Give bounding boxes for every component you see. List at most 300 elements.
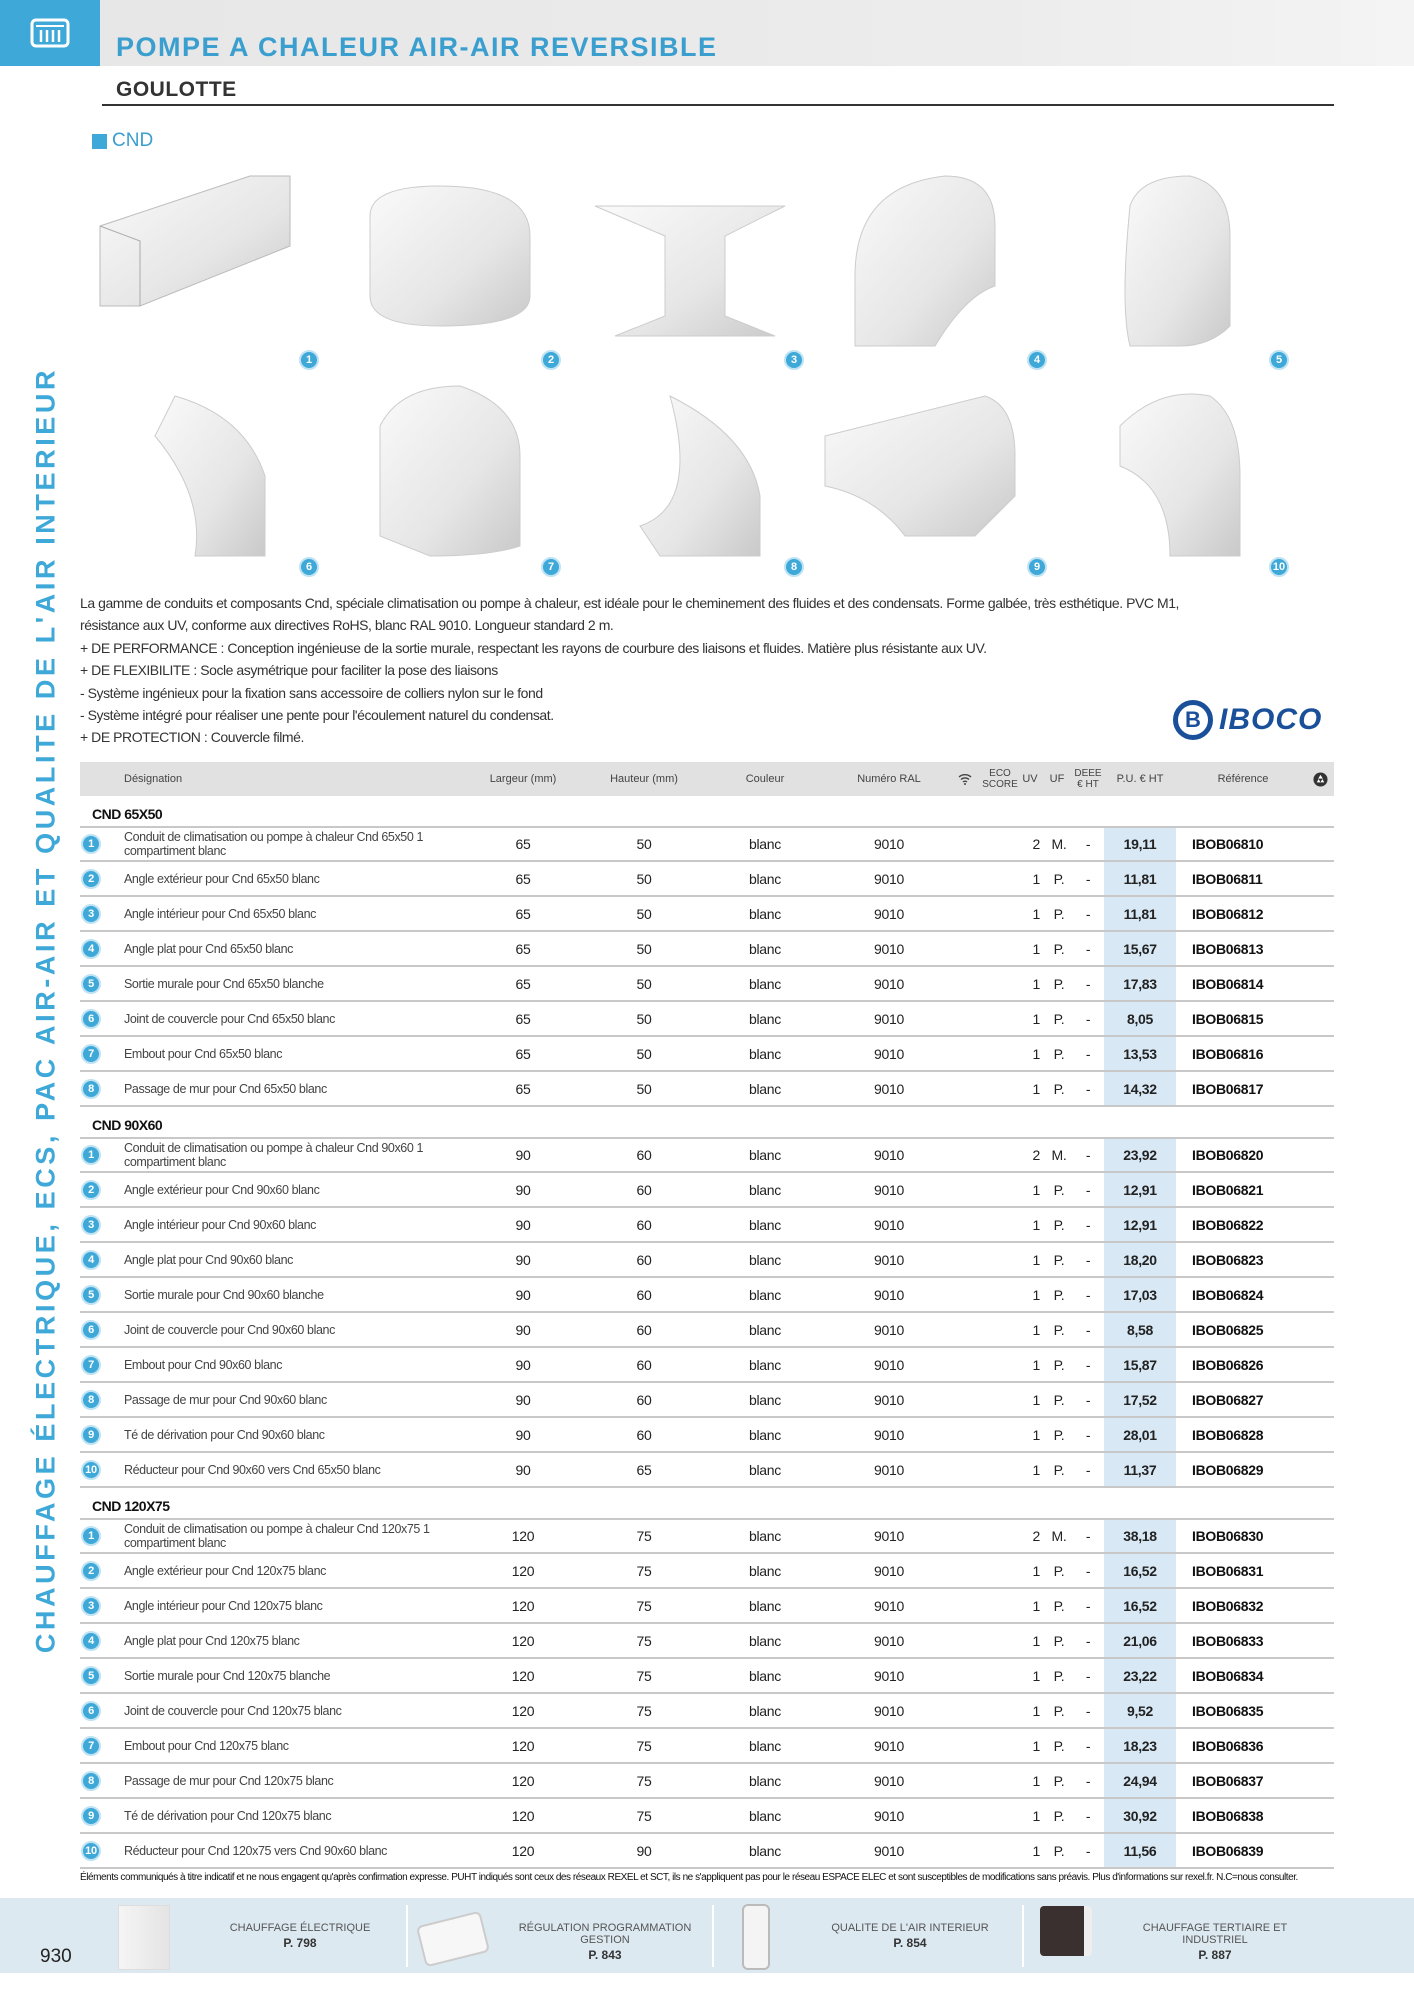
row-number-badge: 4: [81, 1250, 101, 1270]
cell-uv: 1: [1032, 1391, 1040, 1408]
cell-couleur: blanc: [749, 905, 781, 922]
cell-hauteur: 60: [636, 1426, 652, 1443]
row-number-cell: [80, 1418, 102, 1451]
row-number-cell: [80, 1834, 102, 1867]
cell-hauteur: 60: [636, 1181, 652, 1198]
cell-designation: Angle plat pour Cnd 120x75 blanc: [124, 1633, 300, 1648]
cell-reference: IBOB06812: [1192, 905, 1264, 922]
col-price: P.U. € HT: [1116, 773, 1164, 785]
row-number-badge: 8: [81, 1771, 101, 1791]
row-number-badge: 8: [81, 1079, 101, 1099]
cell-couleur: blanc: [749, 1772, 781, 1789]
cell-designation: Embout pour Cnd 90x60 blanc: [124, 1357, 283, 1372]
cell-uf: P.: [1053, 1286, 1065, 1303]
cell-deee: -: [1085, 870, 1091, 887]
description-line: + DE FLEXIBILITE : Socle asymétrique pour faciliter la pose des liaisons: [80, 662, 498, 679]
cell-largeur: 90: [515, 1251, 531, 1268]
cell-designation: Conduit de climatisation ou pompe à chaleur Cnd 90x60 1 compartiment blanc: [124, 1141, 424, 1169]
table-row: [80, 1037, 1334, 1072]
cell-couleur: blanc: [749, 1426, 781, 1443]
row-number-cell: [80, 1554, 102, 1587]
product-image: [340, 376, 570, 576]
cell-reference: IBOB06827: [1192, 1391, 1264, 1408]
cell-uv: 1: [1032, 1010, 1040, 1027]
row-number-badge: 2: [81, 1561, 101, 1581]
cell-reference: IBOB06837: [1192, 1772, 1264, 1789]
row-number-badge: 3: [81, 1596, 101, 1616]
cell-reference: IBOB06813: [1192, 940, 1264, 957]
cell-designation: Angle plat pour Cnd 90x60 blanc: [124, 1252, 293, 1267]
cell-price: 38,18: [1104, 1520, 1176, 1552]
footer-link-regulation[interactable]: RÉGULATION PROGRAMMATION GESTION P. 843: [518, 1922, 692, 1962]
cell-designation: Réducteur pour Cnd 120x75 vers Cnd 90x60 blanc: [124, 1843, 388, 1858]
cell-designation: Joint de couvercle pour Cnd 120x75 blanc: [124, 1703, 342, 1718]
cell-ral: 9010: [874, 1597, 904, 1614]
cell-largeur: 90: [515, 1321, 531, 1338]
cell-uv: 1: [1032, 1702, 1040, 1719]
disclaimer: Éléments communiqués à titre indicatif et ne nous engagent qu'après confirmation expresse. PUHT indiqués sont ceux des réseaux REXEL et SCT, ils ne s'appliquent pas pour le réseau ESPACE ELEC et sont susceptibles de modifications sans préavis. Plus d'informations sur rexel.fr. N.C=nous consulter.: [80, 1872, 1298, 1883]
cell-designation: Conduit de climatisation ou pompe à chaleur Cnd 120x75 1 compartiment blanc: [124, 1522, 430, 1550]
product-number-badge: 2: [541, 350, 561, 370]
col-largeur: Largeur (mm): [489, 773, 557, 785]
cell-couleur: blanc: [749, 1181, 781, 1198]
cell-uf: P.: [1053, 1667, 1065, 1684]
cell-hauteur: 75: [636, 1528, 652, 1544]
cell-uv: 1: [1032, 870, 1040, 887]
cell-designation: Angle intérieur pour Cnd 65x50 blanc: [124, 906, 316, 921]
cell-price: 11,81: [1104, 897, 1176, 930]
table-row: [80, 1348, 1334, 1383]
table-row: [80, 826, 1334, 862]
group-title: CND 90X60: [92, 1117, 163, 1133]
cell-uf: P.: [1053, 1842, 1065, 1859]
cell-price: 16,52: [1104, 1554, 1176, 1587]
cell-uf: P.: [1053, 1461, 1065, 1478]
cell-reference: IBOB06834: [1192, 1667, 1264, 1684]
cell-designation: Angle extérieur pour Cnd 90x60 blanc: [124, 1182, 320, 1197]
cell-reference: IBOB06825: [1192, 1321, 1264, 1338]
table-row: [80, 862, 1334, 897]
col-hauteur: Hauteur (mm): [610, 773, 678, 785]
cell-largeur: 120: [511, 1632, 535, 1649]
row-number-badge: 8: [81, 1390, 101, 1410]
table-row: [80, 1659, 1334, 1694]
cell-largeur: 65: [515, 905, 531, 922]
product-image: [1060, 376, 1290, 576]
row-number-cell: [80, 1589, 102, 1622]
cell-ral: 9010: [874, 975, 904, 992]
cell-reference: IBOB06810: [1192, 836, 1264, 852]
cell-reference: IBOB06821: [1192, 1181, 1264, 1198]
cell-deee: -: [1085, 975, 1091, 992]
cell-hauteur: 75: [636, 1702, 652, 1719]
cell-ral: 9010: [874, 1045, 904, 1062]
row-number-cell: [80, 1624, 102, 1657]
cell-uf: P.: [1053, 1737, 1065, 1754]
row-number-cell: [80, 1764, 102, 1797]
table-row: [80, 1554, 1334, 1589]
cell-uv: 1: [1032, 1286, 1040, 1303]
cell-couleur: blanc: [749, 1528, 781, 1544]
cell-ral: 9010: [874, 1321, 904, 1338]
row-number-cell: [80, 1348, 102, 1381]
cell-uv: 1: [1032, 1216, 1040, 1233]
col-reference: Référence: [1217, 773, 1269, 785]
cell-price: 16,52: [1104, 1589, 1176, 1622]
cell-largeur: 120: [511, 1667, 535, 1684]
cell-hauteur: 75: [636, 1772, 652, 1789]
cell-ral: 9010: [874, 1010, 904, 1027]
cell-hauteur: 50: [636, 836, 652, 852]
cell-designation: Sortie murale pour Cnd 90x60 blanche: [124, 1287, 324, 1302]
cell-reference: IBOB06829: [1192, 1461, 1264, 1478]
table-row: [80, 1383, 1334, 1418]
row-number-badge: 7: [81, 1736, 101, 1756]
cell-couleur: blanc: [749, 1010, 781, 1027]
product-image: [1060, 166, 1290, 366]
square-bullet-icon: [92, 134, 107, 149]
cell-ral: 9010: [874, 1632, 904, 1649]
cell-ral: 9010: [874, 1426, 904, 1443]
row-number-cell: [80, 967, 102, 1000]
cell-ral: 9010: [874, 1528, 904, 1544]
row-number-cell: [80, 1729, 102, 1762]
cell-price: 8,58: [1104, 1313, 1176, 1346]
cell-price: 18,23: [1104, 1729, 1176, 1762]
cell-deee: -: [1085, 905, 1091, 922]
row-number-badge: 6: [81, 1009, 101, 1029]
cell-reference: IBOB06811: [1192, 870, 1263, 887]
row-number-badge: 4: [81, 939, 101, 959]
table-row: [80, 967, 1334, 1002]
cell-uv: 1: [1032, 1597, 1040, 1614]
cell-ral: 9010: [874, 1286, 904, 1303]
cell-hauteur: 50: [636, 1045, 652, 1062]
cell-price: 12,91: [1104, 1208, 1176, 1241]
cell-uv: 1: [1032, 1737, 1040, 1754]
cell-ral: 9010: [874, 1702, 904, 1719]
cell-uf: P.: [1053, 870, 1065, 887]
cell-uf: P.: [1053, 975, 1065, 992]
cell-ral: 9010: [874, 1356, 904, 1373]
cell-price: 23,22: [1104, 1659, 1176, 1692]
cell-hauteur: 60: [636, 1251, 652, 1268]
cell-couleur: blanc: [749, 1667, 781, 1684]
cell-uf: P.: [1053, 1216, 1065, 1233]
product-number-badge: 5: [1269, 350, 1289, 370]
table-row: [80, 897, 1334, 932]
cell-reference: IBOB06817: [1192, 1080, 1264, 1097]
cell-deee: -: [1085, 1702, 1091, 1719]
col-eco-score: ECO SCORE: [982, 768, 1018, 790]
footer-separator: [1022, 1905, 1024, 1967]
cell-price: 19,11: [1104, 828, 1176, 860]
cell-price: 28,01: [1104, 1418, 1176, 1451]
cell-price: 17,52: [1104, 1383, 1176, 1416]
footer-link-chauffage-electrique[interactable]: CHAUFFAGE ÉLECTRIQUE P. 798: [229, 1922, 371, 1950]
cell-price: 21,06: [1104, 1624, 1176, 1657]
cell-couleur: blanc: [749, 940, 781, 957]
cell-reference: IBOB06815: [1192, 1010, 1264, 1027]
group-title: CND 120X75: [92, 1498, 170, 1514]
cell-deee: -: [1085, 1080, 1091, 1097]
cell-hauteur: 60: [636, 1391, 652, 1408]
cell-price: 30,92: [1104, 1799, 1176, 1832]
cell-hauteur: 75: [636, 1632, 652, 1649]
cell-reference: IBOB06831: [1192, 1562, 1264, 1579]
cell-designation: Té de dérivation pour Cnd 90x60 blanc: [124, 1427, 325, 1442]
col-couleur: Couleur: [745, 773, 785, 785]
cell-uf: M.: [1051, 1528, 1067, 1544]
cell-designation: Embout pour Cnd 65x50 blanc: [124, 1046, 283, 1061]
row-number-badge: 6: [81, 1320, 101, 1340]
cell-uv: 1: [1032, 1461, 1040, 1478]
row-number-cell: [80, 1002, 102, 1035]
cell-couleur: blanc: [749, 1080, 781, 1097]
cell-price: 8,05: [1104, 1002, 1176, 1035]
cell-ral: 9010: [874, 1147, 904, 1163]
cell-largeur: 90: [515, 1391, 531, 1408]
cell-couleur: blanc: [749, 1286, 781, 1303]
product-image: [115, 376, 345, 576]
row-number-badge: 5: [81, 974, 101, 994]
cell-largeur: 90: [515, 1461, 531, 1478]
row-number-cell: [80, 1694, 102, 1727]
cell-uf: P.: [1053, 1251, 1065, 1268]
cell-price: 15,67: [1104, 932, 1176, 965]
cell-uf: P.: [1053, 905, 1065, 922]
group-heading: [80, 1488, 1334, 1518]
cell-hauteur: 75: [636, 1737, 652, 1754]
cell-reference: IBOB06820: [1192, 1147, 1264, 1163]
cell-largeur: 65: [515, 975, 531, 992]
cell-reference: IBOB06826: [1192, 1356, 1264, 1373]
table-row: [80, 932, 1334, 967]
cell-hauteur: 50: [636, 1080, 652, 1097]
cell-couleur: blanc: [749, 1702, 781, 1719]
table-row: [80, 1764, 1334, 1799]
brand-logo: [1173, 700, 1322, 740]
cell-hauteur: 50: [636, 905, 652, 922]
cell-couleur: blanc: [749, 1807, 781, 1824]
cell-designation: Angle extérieur pour Cnd 65x50 blanc: [124, 871, 320, 886]
cell-ral: 9010: [874, 1667, 904, 1684]
footer-link-chauffage-tertiaire[interactable]: CHAUFFAGE TERTIAIRE ET INDUSTRIEL P. 887: [1142, 1922, 1288, 1962]
recycle-icon: [1310, 762, 1330, 796]
cell-reference: IBOB06816: [1192, 1045, 1264, 1062]
footer-separator: [406, 1905, 408, 1967]
product-number-badge: 9: [1027, 557, 1047, 577]
group-heading: [80, 1107, 1334, 1137]
cell-uf: P.: [1053, 1632, 1065, 1649]
cell-hauteur: 65: [636, 1461, 652, 1478]
product-image: [90, 166, 320, 366]
subsection-text: CND: [112, 130, 154, 151]
cell-deee: -: [1085, 1528, 1091, 1544]
cell-hauteur: 60: [636, 1286, 652, 1303]
cell-uf: P.: [1053, 1010, 1065, 1027]
cell-designation: Angle intérieur pour Cnd 90x60 blanc: [124, 1217, 316, 1232]
row-number-badge: 3: [81, 1215, 101, 1235]
cell-deee: -: [1085, 1356, 1091, 1373]
table-row: [80, 1137, 1334, 1173]
cell-largeur: 120: [511, 1807, 535, 1824]
cell-largeur: 120: [511, 1528, 535, 1544]
cell-hauteur: 50: [636, 1010, 652, 1027]
cell-ral: 9010: [874, 1737, 904, 1754]
cell-couleur: blanc: [749, 870, 781, 887]
cell-couleur: blanc: [749, 1251, 781, 1268]
cell-ral: 9010: [874, 870, 904, 887]
cell-uv: 1: [1032, 1842, 1040, 1859]
row-number-badge: 9: [81, 1806, 101, 1826]
cell-deee: -: [1085, 1426, 1091, 1443]
cell-deee: -: [1085, 1597, 1091, 1614]
product-number-badge: 1: [299, 350, 319, 370]
cell-price: 11,56: [1104, 1834, 1176, 1867]
cell-couleur: blanc: [749, 1391, 781, 1408]
cell-ral: 9010: [874, 1772, 904, 1789]
cell-ral: 9010: [874, 1181, 904, 1198]
row-number-cell: [80, 1453, 102, 1486]
cell-hauteur: 60: [636, 1321, 652, 1338]
cell-hauteur: 50: [636, 975, 652, 992]
cell-deee: -: [1085, 1391, 1091, 1408]
cell-uf: P.: [1053, 1181, 1065, 1198]
row-number-cell: [80, 1173, 102, 1206]
table-row: [80, 1313, 1334, 1348]
cell-uv: 2: [1032, 1147, 1040, 1163]
cell-deee: -: [1085, 1842, 1091, 1859]
cell-designation: Angle extérieur pour Cnd 120x75 blanc: [124, 1563, 327, 1578]
footer-link-qualite-air[interactable]: QUALITE DE L'AIR INTERIEUR P. 854: [831, 1922, 989, 1950]
table-row: [80, 1208, 1334, 1243]
cell-reference: IBOB06814: [1192, 975, 1264, 992]
page-title: POMPE A CHALEUR AIR-AIR REVERSIBLE: [116, 32, 718, 62]
product-number-badge: 10: [1269, 557, 1289, 577]
cell-ral: 9010: [874, 1251, 904, 1268]
group-title: CND 65X50: [92, 806, 163, 822]
cell-largeur: 120: [511, 1737, 535, 1754]
cell-couleur: blanc: [749, 1461, 781, 1478]
cell-largeur: 90: [515, 1181, 531, 1198]
cell-designation: Conduit de climatisation ou pompe à chaleur Cnd 65x50 1 compartiment blanc: [124, 830, 424, 858]
cell-ral: 9010: [874, 940, 904, 957]
cell-uf: P.: [1053, 1356, 1065, 1373]
cell-deee: -: [1085, 1181, 1091, 1198]
table-row: [80, 1173, 1334, 1208]
row-number-badge: 6: [81, 1701, 101, 1721]
product-number-badge: 4: [1027, 350, 1047, 370]
cell-couleur: blanc: [749, 1597, 781, 1614]
row-number-cell: [80, 932, 102, 965]
section-title: GOULOTTE: [116, 78, 237, 101]
cell-ral: 9010: [874, 1391, 904, 1408]
cell-reference: IBOB06836: [1192, 1737, 1264, 1754]
cell-price: 14,32: [1104, 1072, 1176, 1105]
col-designation: Désignation: [124, 773, 183, 785]
cell-designation: Joint de couvercle pour Cnd 65x50 blanc: [124, 1011, 335, 1026]
cell-couleur: blanc: [749, 1147, 781, 1163]
table-row: [80, 1453, 1334, 1488]
product-image: [575, 166, 805, 366]
cell-deee: -: [1085, 836, 1091, 852]
cell-uv: 1: [1032, 1356, 1040, 1373]
cell-uf: P.: [1053, 1426, 1065, 1443]
cell-largeur: 65: [515, 836, 531, 852]
cell-uv: 1: [1032, 1562, 1040, 1579]
brand-logo-icon: B: [1173, 700, 1213, 740]
cell-deee: -: [1085, 1737, 1091, 1754]
cell-designation: Angle intérieur pour Cnd 120x75 blanc: [124, 1598, 323, 1613]
cell-designation: Té de dérivation pour Cnd 120x75 blanc: [124, 1808, 332, 1823]
cell-reference: IBOB06822: [1192, 1216, 1264, 1233]
cell-deee: -: [1085, 1045, 1091, 1062]
cell-deee: -: [1085, 1010, 1091, 1027]
row-number-badge: 10: [81, 1460, 101, 1480]
cell-couleur: blanc: [749, 1842, 781, 1859]
cell-designation: Embout pour Cnd 120x75 blanc: [124, 1738, 289, 1753]
cell-hauteur: 75: [636, 1597, 652, 1614]
cell-hauteur: 50: [636, 870, 652, 887]
description-line: - Système ingénieux pour la fixation sans accessoire de colliers nylon sur le fond: [80, 684, 543, 701]
cell-uf: M.: [1051, 1147, 1067, 1163]
cell-largeur: 65: [515, 870, 531, 887]
cell-uv: 1: [1032, 1772, 1040, 1789]
cell-price: 23,92: [1104, 1139, 1176, 1171]
row-number-badge: 9: [81, 1425, 101, 1445]
row-number-cell: [80, 1659, 102, 1692]
cell-ral: 9010: [874, 1562, 904, 1579]
product-image: [815, 166, 1045, 366]
electric-heater-image: [118, 1905, 170, 1970]
cell-deee: -: [1085, 1807, 1091, 1824]
cell-uv: 1: [1032, 1807, 1040, 1824]
cell-designation: Angle plat pour Cnd 65x50 blanc: [124, 941, 293, 956]
cell-largeur: 90: [515, 1286, 531, 1303]
row-number-cell: [80, 1243, 102, 1276]
description-line: - Système intégré pour réaliser une pente pour l'écoulement naturel du condensat.: [80, 707, 554, 724]
page-number: 930: [40, 1946, 72, 1967]
cell-designation: Passage de mur pour Cnd 120x75 blanc: [124, 1773, 334, 1788]
col-uv: UV: [1022, 773, 1038, 785]
cell-uf: P.: [1053, 1045, 1065, 1062]
cell-hauteur: 60: [636, 1356, 652, 1373]
product-number-badge: 6: [299, 557, 319, 577]
col-uf: UF: [1049, 773, 1065, 785]
cell-largeur: 90: [515, 1216, 531, 1233]
row-number-badge: 2: [81, 869, 101, 889]
cell-hauteur: 50: [636, 940, 652, 957]
cell-reference: IBOB06824: [1192, 1286, 1264, 1303]
description-line: La gamme de conduits et composants Cnd, spéciale climatisation ou pompe à chaleur, est idéale pour le cheminement des fluides et des condensats. Forme galbée, très esthétique. PVC M1,: [80, 595, 1179, 611]
cell-price: 11,81: [1104, 862, 1176, 895]
cell-largeur: 90: [515, 1356, 531, 1373]
cell-couleur: blanc: [749, 1737, 781, 1754]
cell-designation: Sortie murale pour Cnd 65x50 blanche: [124, 976, 324, 991]
cell-reference: IBOB06839: [1192, 1842, 1264, 1859]
cell-uf: P.: [1053, 1391, 1065, 1408]
cell-couleur: blanc: [749, 1632, 781, 1649]
product-number-badge: 7: [541, 557, 561, 577]
table-row: [80, 1243, 1334, 1278]
row-number-cell: [80, 1278, 102, 1311]
cell-ral: 9010: [874, 1807, 904, 1824]
row-number-cell: [80, 897, 102, 930]
cell-largeur: 120: [511, 1702, 535, 1719]
cell-deee: -: [1085, 1461, 1091, 1478]
row-number-badge: 7: [81, 1044, 101, 1064]
